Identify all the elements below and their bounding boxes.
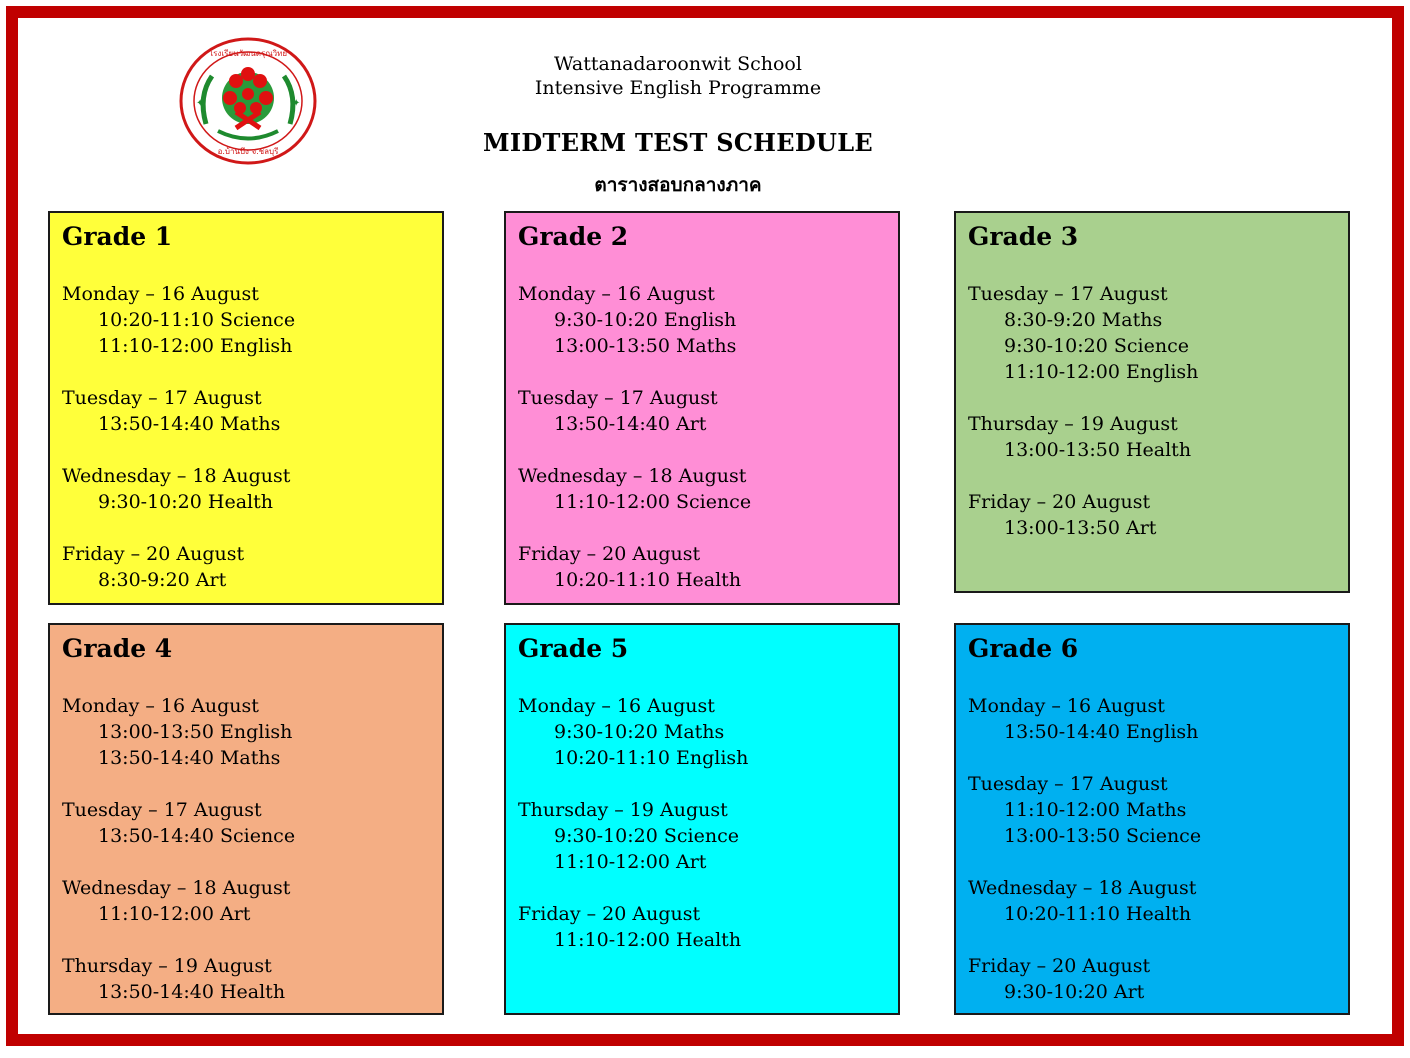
day-block: [518, 385, 898, 437]
exam-slot: 11:10-12:00 Art: [554, 851, 707, 873]
day-label: Thursday – 19 August: [62, 955, 272, 977]
day-label: Thursday – 19 August: [968, 413, 1178, 435]
day-block: [62, 385, 442, 437]
day-block: [62, 281, 442, 359]
exam-slot: 11:10-12:00 Health: [554, 929, 742, 951]
exam-slot: 13:50-14:40 English: [1004, 721, 1199, 743]
page-title: MIDTERM TEST SCHEDULE: [483, 128, 873, 157]
day-label: Tuesday – 17 August: [968, 283, 1168, 305]
day-label: Tuesday – 17 August: [518, 387, 718, 409]
day-block: [518, 281, 898, 359]
exam-slot: 9:30-10:20 English: [554, 309, 737, 331]
exam-slot: 13:50-14:40 Science: [98, 825, 296, 847]
svg-text:✦: ✦: [292, 98, 301, 109]
exam-slot: 9:30-10:20 Health: [98, 491, 273, 513]
day-block: [62, 463, 442, 515]
day-block: [968, 771, 1348, 849]
day-label: Monday – 16 August: [518, 695, 715, 717]
day-block: [968, 411, 1348, 463]
exam-slot: 9:30-10:20 Art: [1004, 981, 1145, 1003]
day-block: [968, 281, 1348, 385]
grade-title: Grade 6: [968, 634, 1079, 663]
day-label: Tuesday – 17 August: [968, 773, 1168, 795]
exam-slot: 8:30-9:20 Art: [98, 569, 227, 591]
exam-slot: 13:50-14:40 Maths: [98, 747, 281, 769]
day-block: [968, 489, 1348, 541]
day-label: Wednesday – 18 August: [968, 877, 1197, 899]
svg-text:✦: ✦: [196, 98, 205, 109]
day-block: [62, 541, 442, 593]
programme-name: Intensive English Programme: [534, 77, 822, 99]
grade-card-5: [504, 623, 900, 1015]
grade-card-4: [48, 623, 444, 1015]
grade-card-6: [954, 623, 1350, 1015]
grade-title: Grade 1: [62, 222, 173, 251]
exam-slot: 13:50-14:40 Maths: [98, 413, 281, 435]
exam-slot: 13:00-13:50 English: [98, 721, 293, 743]
day-label: Wednesday – 18 August: [62, 465, 291, 487]
exam-slot: 13:50-14:40 Art: [554, 413, 707, 435]
day-label: Monday – 16 August: [62, 695, 259, 717]
day-block: [968, 875, 1348, 927]
day-label: Wednesday – 18 August: [62, 877, 291, 899]
exam-slot: 9:30-10:20 Maths: [554, 721, 725, 743]
day-block: [62, 953, 442, 1005]
exam-slot: 13:50-14:40 Health: [98, 981, 286, 1003]
day-block: [968, 693, 1348, 745]
svg-text:โรงเรียนวัฒนดรุณวิทย์: โรงเรียนวัฒนดรุณวิทย์: [208, 49, 288, 58]
day-block: [62, 797, 442, 849]
day-label: Friday – 20 August: [968, 955, 1151, 977]
grade-card-1: [48, 211, 444, 605]
exam-slot: 9:30-10:20 Science: [1004, 335, 1189, 357]
exam-slot: 11:10-12:00 Art: [98, 903, 251, 925]
grade-title: Grade 3: [968, 222, 1079, 251]
day-label: Friday – 20 August: [62, 543, 245, 565]
day-label: Friday – 20 August: [968, 491, 1151, 513]
day-block: [518, 693, 898, 771]
exam-slot: 9:30-10:20 Science: [554, 825, 739, 847]
day-label: Tuesday – 17 August: [62, 387, 262, 409]
day-label: Monday – 16 August: [518, 283, 715, 305]
exam-slot: 10:20-11:10 Health: [1004, 903, 1192, 925]
school-logo-icon: [178, 36, 318, 166]
page-title-thai: ตารางสอบกลางภาค: [594, 174, 762, 196]
grade-card-3: [954, 211, 1350, 593]
day-block: [62, 875, 442, 927]
day-block: [518, 901, 898, 953]
exam-slot: 11:10-12:00 English: [1004, 361, 1199, 383]
day-block: [518, 541, 898, 593]
exam-slot: 11:10-12:00 English: [98, 335, 293, 357]
day-label: Monday – 16 August: [968, 695, 1165, 717]
day-block: [518, 463, 898, 515]
grade-title: Grade 5: [518, 634, 629, 663]
school-name: Wattanadaroonwit School: [554, 53, 802, 75]
exam-slot: 10:20-11:10 English: [554, 747, 749, 769]
exam-slot: 8:30-9:20 Maths: [1004, 309, 1163, 331]
day-block: [518, 797, 898, 875]
day-block: [968, 953, 1348, 1005]
day-label: Friday – 20 August: [518, 903, 701, 925]
exam-slot: 10:20-11:10 Health: [554, 569, 742, 591]
svg-text:อ.บ้านบึง จ.ชลบุรี: อ.บ้านบึง จ.ชลบุรี: [217, 147, 279, 156]
exam-slot: 11:10-12:00 Maths: [1004, 799, 1187, 821]
exam-slot: 13:00-13:50 Art: [1004, 517, 1157, 539]
grade-card-2: [504, 211, 900, 605]
day-label: Thursday – 19 August: [518, 799, 728, 821]
exam-slot: 11:10-12:00 Science: [554, 491, 752, 513]
grade-title: Grade 4: [62, 634, 173, 663]
exam-slot: 13:00-13:50 Health: [1004, 439, 1192, 461]
exam-slot: 13:00-13:50 Science: [1004, 825, 1202, 847]
day-label: Friday – 20 August: [518, 543, 701, 565]
exam-slot: 10:20-11:10 Science: [98, 309, 296, 331]
grade-title: Grade 2: [518, 222, 629, 251]
day-label: Tuesday – 17 August: [62, 799, 262, 821]
exam-slot: 13:00-13:50 Maths: [554, 335, 737, 357]
day-block: [62, 693, 442, 771]
day-label: Wednesday – 18 August: [518, 465, 747, 487]
day-label: Monday – 16 August: [62, 283, 259, 305]
